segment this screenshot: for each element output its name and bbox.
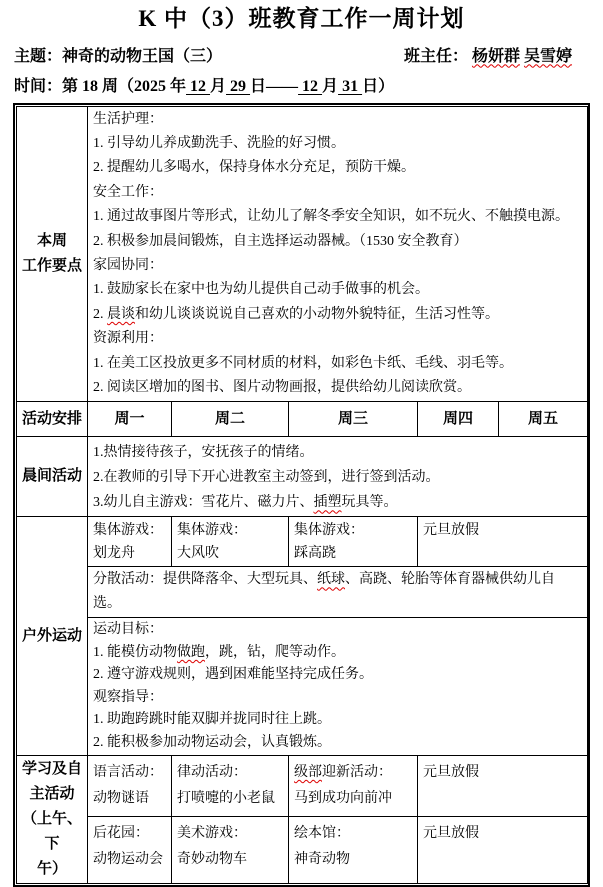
text-line <box>472 43 572 66</box>
row-label-learning-activity <box>17 755 88 883</box>
text-line: 主活动 <box>29 785 75 802</box>
text-line: 动物运动会 <box>93 851 163 867</box>
morning-activity-content <box>88 437 588 517</box>
text-line: 时间：第 18 周（2025 年 12 月 29 日—— 12 月 31 日） <box>14 77 395 95</box>
theme-value: 神奇的动物王国（三） <box>62 47 223 65</box>
text-line: 绘本馆： <box>294 825 350 841</box>
text-line: 2. 遵守游戏规则，遇到困难能坚持完成任务。 <box>93 667 373 683</box>
row-label-activity-schedule: 活动安排 <box>17 402 88 437</box>
text-line: 2. 提醒幼儿多喝水，保持身体水分充足，预防干燥。 <box>93 160 415 176</box>
text-line: 大风吹 <box>177 546 219 562</box>
learning-row1-wednesday <box>289 755 418 816</box>
teacher-label: 班主任： <box>403 47 468 65</box>
time-line <box>0 73 603 96</box>
spellcheck-wavy-underline: 插塑 <box>313 495 342 511</box>
text-line: 划龙舟 <box>93 546 135 562</box>
text-line: 2. 晨谈和幼儿谈谈说说自己喜欢的小动物外貌特征，生活习性等。 <box>93 306 499 322</box>
teacher-block <box>404 43 572 66</box>
spellcheck-wavy-underline: 吴雪婷 <box>523 47 572 65</box>
group-game-monday <box>88 517 172 567</box>
text-line: 元旦放假 <box>423 825 479 841</box>
text-line: 1.热情接待孩子，安抚孩子的情绪。 <box>93 445 314 461</box>
spellcheck-wavy-underline: 做跑 <box>177 644 205 660</box>
text-line: 打喷嚏的小老鼠 <box>177 790 275 806</box>
day-header-friday: 周五 <box>499 402 588 437</box>
day-header-thursday: 周四 <box>418 402 499 437</box>
underlined-blank: 12 <box>186 77 211 95</box>
text-line: 资源利用： <box>93 331 163 347</box>
text-line: 奇妙动物车 <box>177 851 247 867</box>
text-line: 2. 阅读区增加的图书、图片动物画报，提供给幼儿阅读欣赏。 <box>93 380 471 396</box>
text-line: 安全工作： <box>93 184 163 200</box>
text-line: 元旦放假 <box>423 523 479 539</box>
row-label-week-points <box>17 106 88 402</box>
learning-row2-holiday-cell <box>418 816 588 883</box>
text-line: 级部迎新活动： <box>294 764 392 780</box>
teacher-names <box>472 43 572 66</box>
row-label-outdoor-exercise: 户外运动 <box>17 517 88 755</box>
text-line: 集体游戏： <box>93 523 163 539</box>
day-header-tuesday: 周二 <box>172 402 289 437</box>
text-line: 2. 能积极参加动物运动会，认真锻炼。 <box>93 734 331 750</box>
text-line: 运动目标： <box>93 622 163 638</box>
meta-row <box>0 43 603 66</box>
text-line: 元旦放假 <box>423 764 479 780</box>
text-line: 1. 通过故事图片等形式，让幼儿了解冬季安全知识，如不玩火、不触摸电源。 <box>93 209 569 225</box>
document-title: K 中（3）班教育工作一周计划 <box>138 6 465 31</box>
text-line: 2. 积极参加晨间锻炼，自主选择运动器械。（1530 安全教育） <box>93 233 468 249</box>
scatter-activity-cell <box>88 567 588 618</box>
group-game-wednesday <box>289 517 418 567</box>
learning-row2-tuesday <box>172 816 289 883</box>
text-line: 工作要点 <box>21 258 82 275</box>
outdoor-holiday-cell <box>418 517 588 567</box>
spellcheck-wavy-underline: 纸球 <box>317 572 345 588</box>
text-line: 1. 引导幼儿养成勤洗手、洗脸的好习惯。 <box>93 136 345 151</box>
text-line: 律动活动： <box>177 764 247 780</box>
group-game-tuesday <box>172 517 289 567</box>
text-line: （上午、下 <box>21 810 82 852</box>
text-line: 1. 在美工区投放更多不同材质的材料，如彩色卡纸、毛线、羽毛等。 <box>93 355 513 371</box>
learning-row1-holiday-cell <box>418 755 588 816</box>
learning-row1-tuesday <box>172 755 289 816</box>
learning-row1-monday <box>88 755 172 816</box>
text-line: 集体游戏： <box>294 523 364 539</box>
text-line: 神奇动物 <box>294 851 350 867</box>
text-line: 1. 鼓励家长在家中也为幼儿提供自己动手做事的机会。 <box>93 282 429 298</box>
text-line: 1. 助跑跨跳时能双脚并拢同时往上跳。 <box>93 712 331 728</box>
learning-row2-wednesday <box>289 816 418 883</box>
text-line: 1. 能模仿动物做跑，跳，钻，爬等动作。 <box>93 644 345 660</box>
text-line: 集体游戏： <box>177 523 247 539</box>
text-line: 3.幼儿自主游戏：雪花片、磁力片、插塑玩具等。 <box>93 495 398 511</box>
text-line: 踩高跷 <box>294 546 336 562</box>
day-header-monday: 周一 <box>88 402 172 437</box>
text-line: 观察指导： <box>93 689 163 705</box>
text-line: 本周 <box>36 233 67 250</box>
spellcheck-wavy-underline: 级部 <box>294 764 322 780</box>
text-line: 家园协同： <box>93 258 163 274</box>
underlined-blank: 29 <box>226 77 251 95</box>
text-line: 后花园： <box>93 825 149 841</box>
text-line: 美术游戏： <box>177 825 247 841</box>
row-label-morning-activity: 晨间活动 <box>17 437 88 517</box>
text-line: 语言活动： <box>93 764 163 780</box>
weekly-plan-table <box>13 103 590 887</box>
exercise-goals-cell <box>88 618 588 755</box>
text-line: 分散活动：提供降落伞、大型玩具、纸球、高跷、轮胎等体育器械供幼儿自选。 <box>93 572 555 612</box>
underlined-blank: 31 <box>338 77 363 95</box>
spellcheck-wavy-underline: 杨妍群 <box>471 47 520 65</box>
text-line: 动物谜语 <box>93 790 149 806</box>
theme-label: 主题： <box>14 47 63 65</box>
underlined-blank: 12 <box>298 77 323 95</box>
text-line: 2.在教师的引导下开心进教室主动签到，进行签到活动。 <box>93 470 440 486</box>
learning-row2-monday <box>88 816 172 883</box>
week-points-content <box>88 106 588 402</box>
spellcheck-wavy-underline: 晨谈 <box>107 306 135 322</box>
day-header-wednesday: 周三 <box>289 402 418 437</box>
text-line: 马到成功向前冲 <box>294 790 392 806</box>
text-line: 学习及自 <box>21 760 82 777</box>
text-line: 午） <box>36 860 67 877</box>
text-line: 生活护理： <box>93 111 163 127</box>
